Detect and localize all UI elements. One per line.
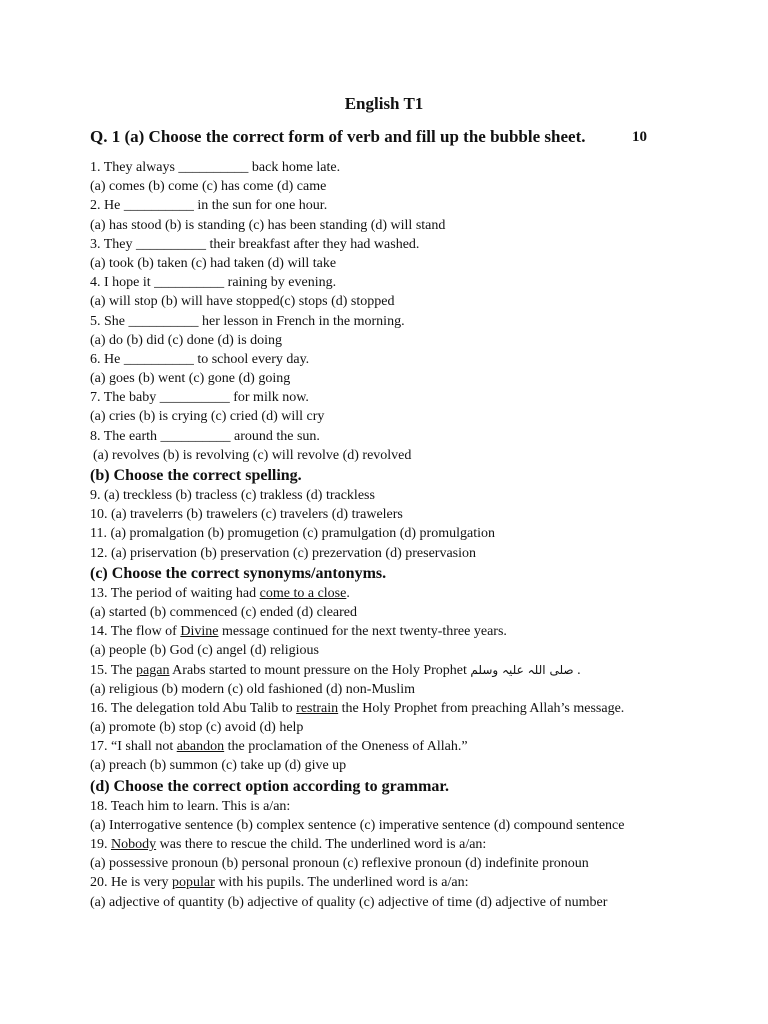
section-b-heading: (b) Choose the correct spelling. bbox=[90, 467, 302, 484]
line-text: 17. “I shall not bbox=[90, 739, 177, 755]
question-line bbox=[90, 756, 730, 775]
line-text: (a) promote (b) stop (c) avoid (d) help bbox=[90, 720, 304, 736]
line-text-tail: . bbox=[573, 662, 581, 678]
line-text: (a) took (b) taken (c) had taken (d) will take bbox=[90, 255, 337, 271]
arabic-salutation: صلی اللہ علیہ وسلم bbox=[470, 662, 574, 677]
section-d bbox=[90, 797, 730, 912]
question-line bbox=[90, 718, 730, 737]
line-text: 6. He __________ to school every day. bbox=[90, 351, 310, 367]
line-text: 13. The period of waiting had bbox=[90, 585, 260, 601]
line-text: 1. They always __________ back home late. bbox=[90, 160, 341, 175]
underlined-word: abandon bbox=[176, 739, 225, 755]
line-text: (a) people (b) God (c) angel (d) religious bbox=[90, 643, 319, 659]
question-line bbox=[90, 835, 730, 854]
question-line bbox=[90, 177, 730, 196]
question-line bbox=[90, 641, 730, 660]
question-line bbox=[90, 235, 730, 254]
line-text: (a) started (b) commenced (c) ended (d) cleared bbox=[90, 604, 358, 620]
line-text-after: was there to rescue the child. The underlined word is a/an: bbox=[156, 837, 487, 852]
question-line bbox=[90, 369, 730, 388]
underlined-word: come to a close bbox=[259, 585, 347, 601]
line-text: (a) has stood (b) is standing (c) has been standing (d) will stand bbox=[90, 217, 446, 233]
question-line bbox=[90, 216, 730, 235]
line-text: (a) comes (b) come (c) has come (d) came bbox=[90, 179, 327, 195]
line-text: 16. The delegation told Abu Talib to bbox=[90, 700, 297, 716]
line-text: (a) do (b) did (c) done (d) is doing bbox=[90, 332, 283, 348]
question-line bbox=[90, 505, 730, 524]
line-text: (a) possessive pronoun (b) personal pronoun (c) reflexive pronoun (d) indefinite pronoun bbox=[90, 856, 589, 872]
line-text: 18. Teach him to learn. This is a/an: bbox=[90, 798, 291, 814]
underlined-word: popular bbox=[172, 875, 215, 891]
underlined-word: Nobody bbox=[111, 837, 157, 852]
underlined-word: Divine bbox=[180, 624, 219, 640]
question-line bbox=[90, 158, 730, 177]
question-line bbox=[90, 699, 730, 718]
question-line bbox=[90, 388, 730, 407]
line-text: 9. (a) treckless (b) tracless (c) trakless (d) trackless bbox=[90, 488, 375, 503]
line-text: (a) cries (b) is crying (c) cried (d) will cry bbox=[90, 409, 325, 425]
question-line bbox=[90, 797, 730, 816]
line-text: (a) Interrogative sentence (b) complex sentence (c) imperative sentence (d) compound sentence bbox=[90, 817, 625, 833]
question-line bbox=[90, 273, 730, 292]
question-body bbox=[90, 158, 730, 912]
page-title: English T1 bbox=[344, 94, 424, 113]
section-a bbox=[90, 158, 730, 465]
line-text: 7. The baby __________ for milk now. bbox=[90, 390, 309, 406]
question-line bbox=[90, 737, 730, 756]
line-text-after: the proclamation of the Oneness of Allah.” bbox=[224, 739, 468, 755]
section-c-heading: (c) Choose the correct synonyms/antonyms. bbox=[90, 564, 387, 582]
line-text: (a) religious (b) modern (c) old fashioned (d) non-Muslim bbox=[90, 681, 416, 697]
line-text: 20. He is very bbox=[90, 875, 173, 891]
question-marks: 10 bbox=[632, 129, 647, 145]
line-text: 10. (a) travelerrs (b) trawelers (c) travelers (d) trawelers bbox=[90, 507, 403, 523]
line-text: 12. (a) priservation (b) preservation (c) prezervation (d) preservasion bbox=[90, 545, 476, 561]
question-line bbox=[90, 603, 730, 622]
line-text-after: with his pupils. The underlined word is a/an: bbox=[214, 875, 469, 891]
question-line bbox=[90, 427, 730, 446]
line-text: 15. The bbox=[90, 662, 137, 678]
section-d-heading: (d) Choose the correct option according to grammar. bbox=[90, 777, 450, 795]
question-line bbox=[90, 584, 730, 603]
question-line bbox=[90, 873, 730, 892]
line-text: 11. (a) promalgation (b) promugetion (c) pramulgation (d) promulgation bbox=[90, 526, 495, 542]
question-line bbox=[90, 486, 730, 505]
question-line bbox=[90, 254, 730, 273]
question-line bbox=[90, 446, 730, 465]
question-line bbox=[90, 331, 730, 350]
question-heading-text: Q. 1 (a) Choose the correct form of verb and fill up the bubble sheet. bbox=[90, 127, 586, 146]
question-line bbox=[90, 816, 730, 835]
section-c bbox=[90, 584, 730, 776]
question-line bbox=[90, 622, 730, 641]
question-heading bbox=[90, 126, 690, 148]
underlined-word: pagan bbox=[136, 662, 170, 678]
line-text-after: the Holy Prophet from preaching Allah’s message. bbox=[338, 700, 625, 716]
question-line bbox=[90, 893, 730, 912]
line-text-after: message continued for the next twenty-three years. bbox=[218, 624, 507, 640]
line-text: (a) preach (b) summon (c) take up (d) give up bbox=[90, 758, 347, 774]
line-text: 3. They __________ their breakfast after they had washed. bbox=[90, 236, 420, 252]
line-text: 14. The flow of bbox=[90, 624, 181, 640]
line-text: (a) adjective of quantity (b) adjective of quality (c) adjective of time (d) adjective of number bbox=[90, 894, 608, 910]
question-line bbox=[90, 854, 730, 873]
line-text: (a) will stop (b) will have stopped(c) stops (d) stopped bbox=[90, 294, 395, 310]
underlined-word: restrain bbox=[296, 700, 339, 716]
question-line bbox=[90, 196, 730, 215]
line-text: 19. bbox=[90, 837, 111, 852]
question-line bbox=[90, 544, 730, 563]
line-text: 2. He __________ in the sun for one hour. bbox=[90, 198, 328, 214]
line-text: (a) goes (b) went (c) gone (d) going bbox=[90, 371, 291, 387]
line-text: 8. The earth __________ around the sun. bbox=[90, 428, 320, 444]
question-line bbox=[90, 407, 730, 426]
question-line bbox=[90, 292, 730, 311]
question-line bbox=[90, 524, 730, 543]
line-text-after: Arabs started to mount pressure on the Holy Prophet bbox=[169, 662, 471, 678]
line-text-after: . bbox=[346, 585, 350, 601]
line-text: (a) revolves (b) is revolving (c) will revolve (d) revolved bbox=[93, 447, 412, 463]
question-line bbox=[90, 312, 730, 331]
question-line bbox=[90, 661, 730, 680]
question-line bbox=[90, 350, 730, 369]
question-line bbox=[90, 680, 730, 699]
line-text: 4. I hope it __________ raining by evening. bbox=[90, 275, 337, 291]
line-text: 5. She __________ her lesson in French in the morning. bbox=[90, 313, 405, 329]
section-b bbox=[90, 486, 730, 563]
